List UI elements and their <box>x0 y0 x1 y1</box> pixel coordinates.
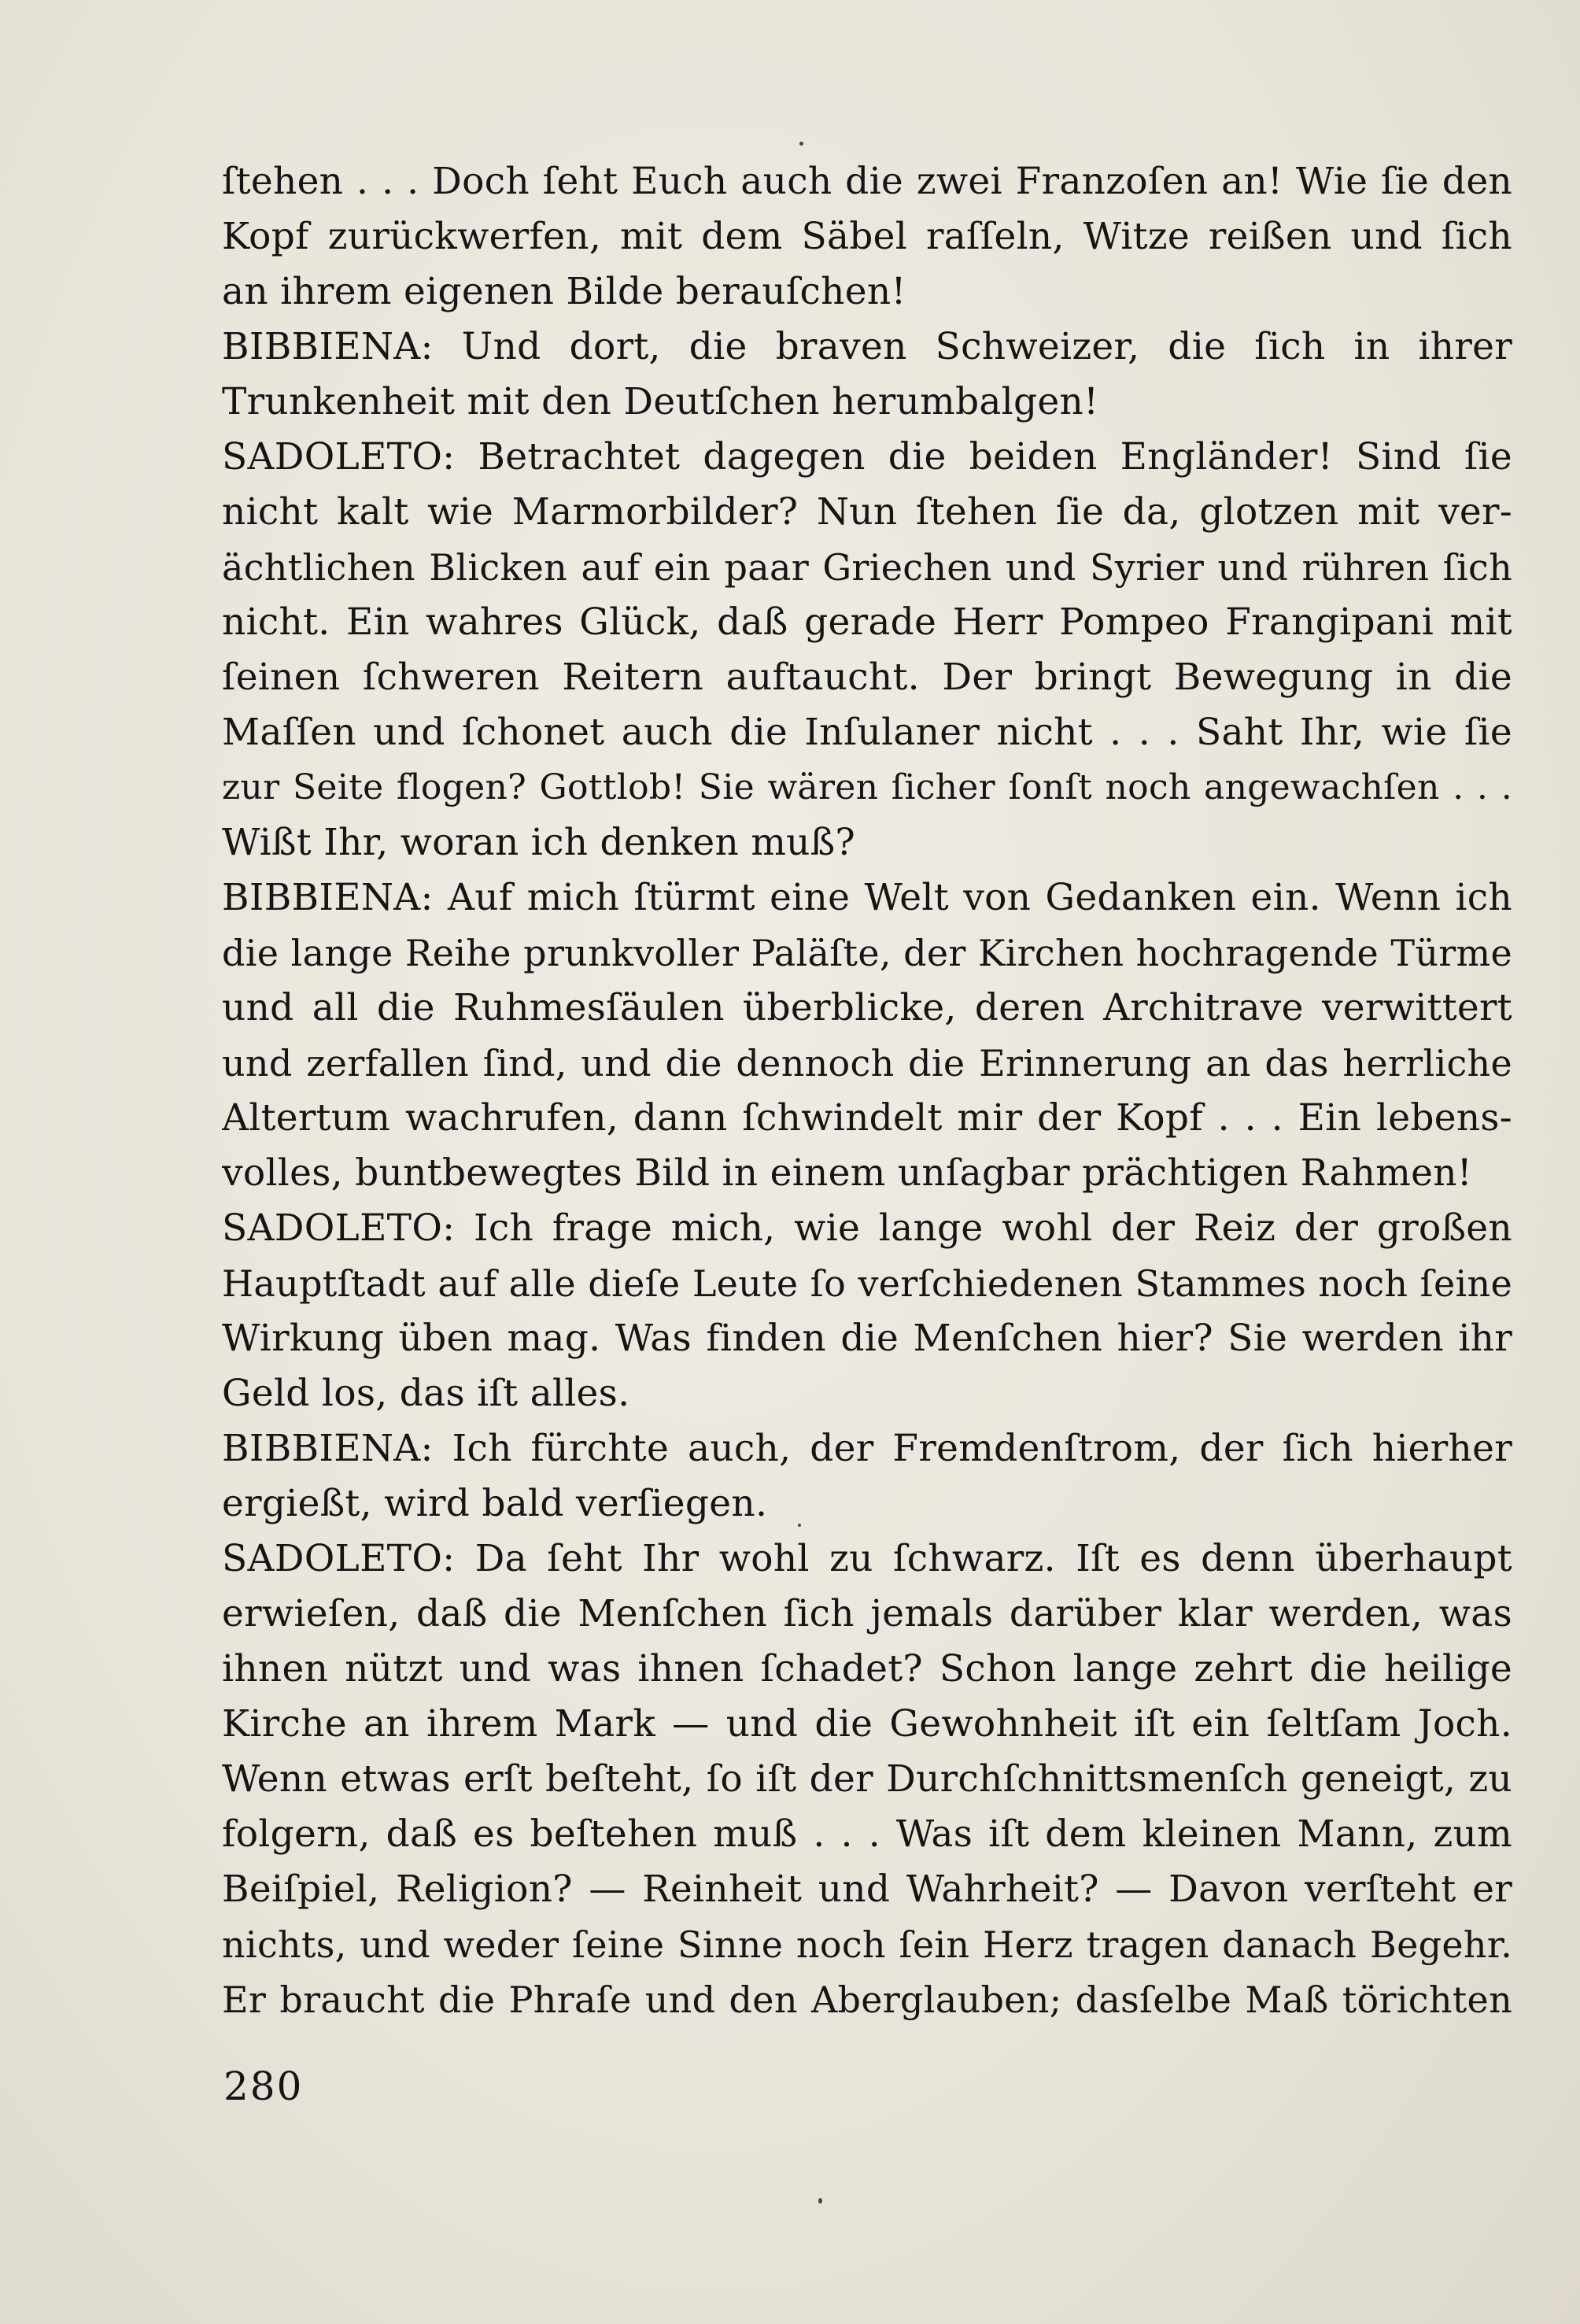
paper-speck <box>818 2198 822 2204</box>
text-line: zur Seite flogen? Gottlob! Sie wären ſicher ſonſt noch angewachſen . . . <box>222 767 1512 807</box>
text-line: Wirkung üben mag. Was finden die Menſchen hier? Sie werden ihr <box>222 1317 1512 1360</box>
text-line: Wißt Ihr, woran ich denken muß? <box>222 821 855 864</box>
text-line: SADOLETO: Betrachtet dagegen die beiden Engländer! Sind ſie <box>222 435 1512 478</box>
text-line: ihnen nützt und was ihnen ſchadet? Schon lange zehrt die heilige <box>222 1647 1512 1690</box>
text-line: Er braucht die Phraſe und den Aberglauben; dasſelbe Maß törichten <box>222 1979 1512 2021</box>
paper-speck <box>798 1524 801 1527</box>
page-number: 280 <box>223 2064 304 2109</box>
text-line: nicht kalt wie Marmorbilder? Nun ſtehen ſie da, glotzen mit ver- <box>222 490 1512 534</box>
text-line: und all die Ruhmesſäulen überblicke, deren Architrave verwittert <box>222 986 1512 1029</box>
text-line: ſtehen . . . Doch ſeht Euch auch die zwei Franzoſen an! Wie ſie den <box>222 160 1512 203</box>
text-line: BIBBIENA: Auf mich ſtürmt eine Welt von Gedanken ein. Wenn ich <box>222 876 1512 919</box>
text-line: Kopf zurückwerfen, mit dem Säbel raſſeln, Witze reißen und ſich <box>222 215 1512 258</box>
text-line: nichts, und weder ſeine Sinne noch ſein Herz tragen danach Begehr. <box>222 1923 1512 1966</box>
text-line: folgern, daß es beſtehen muß . . . Was iſt dem kleinen Mann, zum <box>222 1812 1512 1856</box>
text-line: Altertum wachrufen, dann ſchwindelt mir der Kopf . . . Ein lebens- <box>222 1096 1512 1140</box>
text-line: SADOLETO: Ich frage mich, wie lange wohl der Reiz der großen <box>222 1206 1512 1250</box>
text-line: erwieſen, daß die Menſchen ſich jemals darüber klar werden, was <box>222 1592 1512 1635</box>
text-line: Maſſen und ſchonet auch die Inſulaner nicht . . . Saht Ihr, wie ſie <box>222 711 1512 754</box>
text-line: BIBBIENA: Ich fürchte auch, der Fremdenſtrom, der ſich hierher <box>222 1427 1512 1470</box>
paper-speck <box>799 142 803 146</box>
text-line: Geld los, das iſt alles. <box>222 1372 630 1415</box>
text-line: nicht. Ein wahres Glück, daß gerade Herr Pompeo Frangipani mit <box>222 600 1512 644</box>
text-line: Beiſpiel, Religion? — Reinheit und Wahrheit? — Davon verſteht er <box>222 1868 1512 1911</box>
body-text <box>222 154 1512 2027</box>
text-line: ſeinen ſchweren Reitern auftaucht. Der bringt Bewegung in die <box>222 656 1512 699</box>
text-line: Hauptſtadt auf alle dieſe Leute ſo verſchiedenen Stammes noch ſeine <box>222 1262 1512 1305</box>
text-line: und zerfallen ſind, und die dennoch die Erinnerung an das herrliche <box>222 1042 1512 1084</box>
text-line: an ihrem eigenen Bilde berauſchen! <box>222 270 906 313</box>
text-line: ächtlichen Blicken auf ein paar Griechen und Syrier und rühren ſich <box>222 546 1512 589</box>
text-line: Kirche an ihrem Mark — und die Gewohnheit iſt ein ſeltſam Joch. <box>222 1702 1512 1746</box>
text-line: Wenn etwas erſt beſteht, ſo iſt der Durchſchnittsmenſch geneigt, zu <box>222 1757 1512 1801</box>
text-line: SADOLETO: Da ſeht Ihr wohl zu ſchwarz. Iſt es denn überhaupt <box>222 1537 1512 1580</box>
text-line: ergießt, wird bald verſiegen. <box>222 1482 768 1525</box>
text-line: volles, buntbewegtes Bild in einem unſagbar prächtigen Rahmen! <box>222 1151 1472 1195</box>
text-line: BIBBIENA: Und dort, die braven Schweizer, die ſich in ihrer <box>222 325 1512 368</box>
text-line: Trunkenheit mit den Deutſchen herumbalgen! <box>222 380 1099 423</box>
text-line: die lange Reihe prunkvoller Paläſte, der Kirchen hochragende Türme <box>222 932 1512 974</box>
